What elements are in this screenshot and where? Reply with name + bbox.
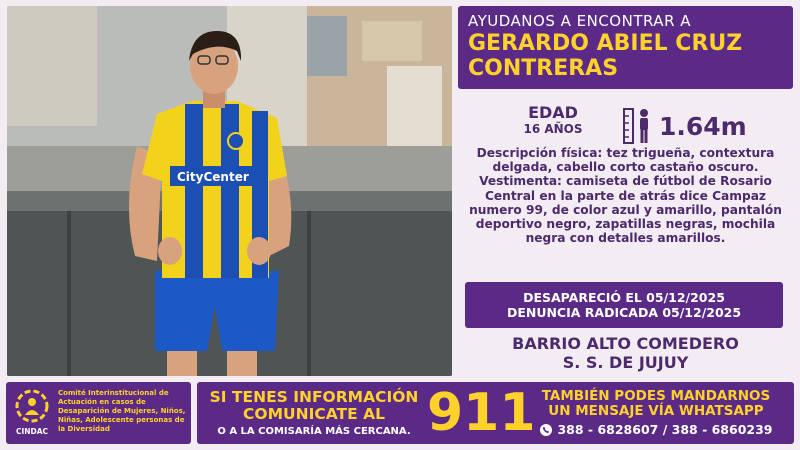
height-value: 1.64m	[659, 111, 747, 141]
clothing-description: Vestimenta: camiseta de fútbol de Rosario Central en la parte de atrás dice Campaz numero 99, de color azul y amarillo, pantalón deportivo negro, zapatillas negras, mochila negra con detalles amarillos.	[469, 174, 782, 246]
title-box	[458, 6, 793, 89]
contact-box	[197, 382, 794, 444]
height-ruler-person-icon	[623, 108, 653, 144]
age-block	[513, 103, 593, 136]
report-date: DENUNCIA RADICADA 05/12/2025	[506, 305, 742, 320]
contact-line1: SI TENES INFORMACIÓN	[209, 388, 419, 406]
cindac-name: CINDAC	[15, 427, 49, 436]
emergency-number: 911	[427, 383, 536, 443]
contact-line3: O A LA COMISARÍA MÁS CERCANA.	[217, 426, 411, 437]
phone-numbers-row	[522, 422, 790, 437]
height-block	[623, 106, 747, 146]
person-name-line1: GERARDO ABIEL CRUZ	[468, 31, 743, 56]
missing-person-photo	[7, 6, 452, 376]
location-neighborhood: BARRIO ALTO COMEDERO	[512, 334, 739, 353]
whatsapp-line1: TAMBIÉN PODES MANDARNOS	[541, 388, 771, 404]
cindac-description: Comité Interinstitucional de Actuación en casos de Desaparición de Mujeres, Niños, Niñas, Adolescente personas de la Diversidad	[58, 389, 186, 433]
whatsapp-icon	[539, 423, 553, 437]
contact-instructions	[205, 389, 423, 437]
dates-box	[465, 282, 783, 328]
person-name	[468, 31, 788, 81]
search-request-title: AYUDANOS A ENCONTRAR A	[468, 12, 692, 30]
whatsapp-block	[522, 389, 790, 437]
cindac-box	[6, 382, 191, 444]
description-block	[463, 146, 788, 245]
cindac-logo-icon	[14, 388, 50, 424]
disappearance-date: DESAPARECIÓ EL 05/12/2025	[523, 290, 725, 305]
location-block	[458, 334, 793, 372]
location-city: S. S. DE JUJUY	[562, 353, 689, 372]
phone-numbers: 388 - 6828607 / 388 - 6860239	[557, 422, 773, 437]
age-label: EDAD	[528, 103, 578, 122]
shirt-sponsor-text: CityCenter	[177, 170, 249, 184]
info-panel	[458, 6, 793, 376]
age-value: 16 AÑOS	[523, 122, 583, 136]
person-name-line2: CONTRERAS	[468, 56, 619, 81]
photo-illustration	[7, 6, 452, 376]
physical-description: Descripción física: tez trigueña, contextura delgada, cabello corto castaño oscuro.	[476, 146, 775, 175]
contact-line2: COMUNICATE AL	[243, 405, 385, 423]
whatsapp-line2: UN MENSAJE VÍA WHATSAPP	[548, 403, 764, 419]
